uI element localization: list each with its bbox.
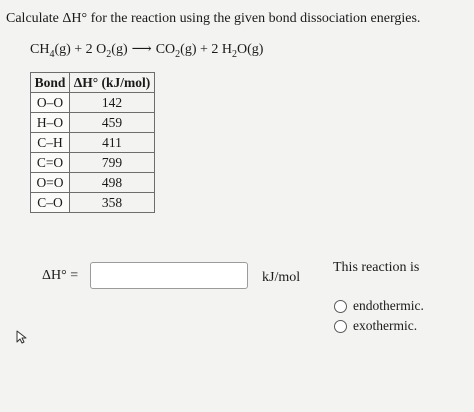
energy-cell: 799 — [70, 153, 155, 173]
eq-sub-4: 4 — [49, 48, 55, 60]
prompt-pre: Calculate — [6, 11, 63, 26]
bond-cell: O–O — [31, 93, 70, 113]
delta-h-input[interactable] — [90, 262, 248, 289]
header-bond: Bond — [31, 73, 70, 93]
prompt-symbol: ΔH° — [62, 11, 88, 26]
bond-cell: C–O — [31, 193, 70, 213]
reaction-type-label: This reaction is — [333, 260, 420, 275]
bond-cell: C–H — [31, 133, 70, 153]
mouse-pointer-icon — [16, 330, 28, 344]
table-row — [31, 133, 155, 153]
bond-cell: C=O — [31, 153, 70, 173]
table-row — [31, 113, 155, 133]
question-prompt — [6, 11, 420, 27]
radio-endothermic[interactable] — [334, 300, 347, 313]
eq-ch: CH — [30, 42, 50, 57]
eq-water: O(g) — [237, 42, 264, 57]
eq-plus-h: (g) + 2 H — [180, 42, 232, 57]
unit-label: kJ/mol — [262, 270, 301, 285]
bond-cell: H–O — [31, 113, 70, 133]
header-energy: ΔH° (kJ/mol) — [70, 73, 155, 93]
option-endothermic-label: endothermic. — [353, 298, 424, 313]
table-row — [31, 193, 155, 213]
energy-cell: 498 — [70, 173, 155, 193]
reaction-equation — [30, 41, 263, 60]
energy-cell: 459 — [70, 113, 155, 133]
option-exothermic[interactable] — [334, 318, 417, 334]
eq-g1: (g) — [111, 42, 128, 57]
table-row — [31, 153, 155, 173]
prompt-post: for the reaction using the given bond dissociation energies. — [87, 11, 421, 26]
option-endothermic[interactable] — [334, 298, 424, 314]
option-exothermic-label: exothermic. — [353, 318, 418, 333]
table-row — [31, 93, 155, 113]
eq-sub-2b: 2 — [175, 48, 181, 60]
eq-sub-2a: 2 — [106, 48, 112, 60]
reaction-arrow: ⟶ — [131, 42, 152, 57]
eq-co: CO — [155, 42, 176, 57]
bond-energy-table — [30, 72, 155, 213]
table-header-row — [31, 73, 155, 93]
eq-sub-2c: 2 — [232, 48, 237, 60]
bond-cell: O=O — [31, 173, 70, 193]
radio-exothermic[interactable] — [334, 320, 347, 333]
energy-cell: 142 — [70, 93, 155, 113]
energy-cell: 358 — [70, 193, 155, 213]
eq-plus-o: (g) + 2 O — [54, 42, 107, 57]
energy-cell: 411 — [70, 133, 155, 153]
delta-h-label: ΔH° = — [42, 268, 79, 283]
table-row — [31, 173, 155, 193]
